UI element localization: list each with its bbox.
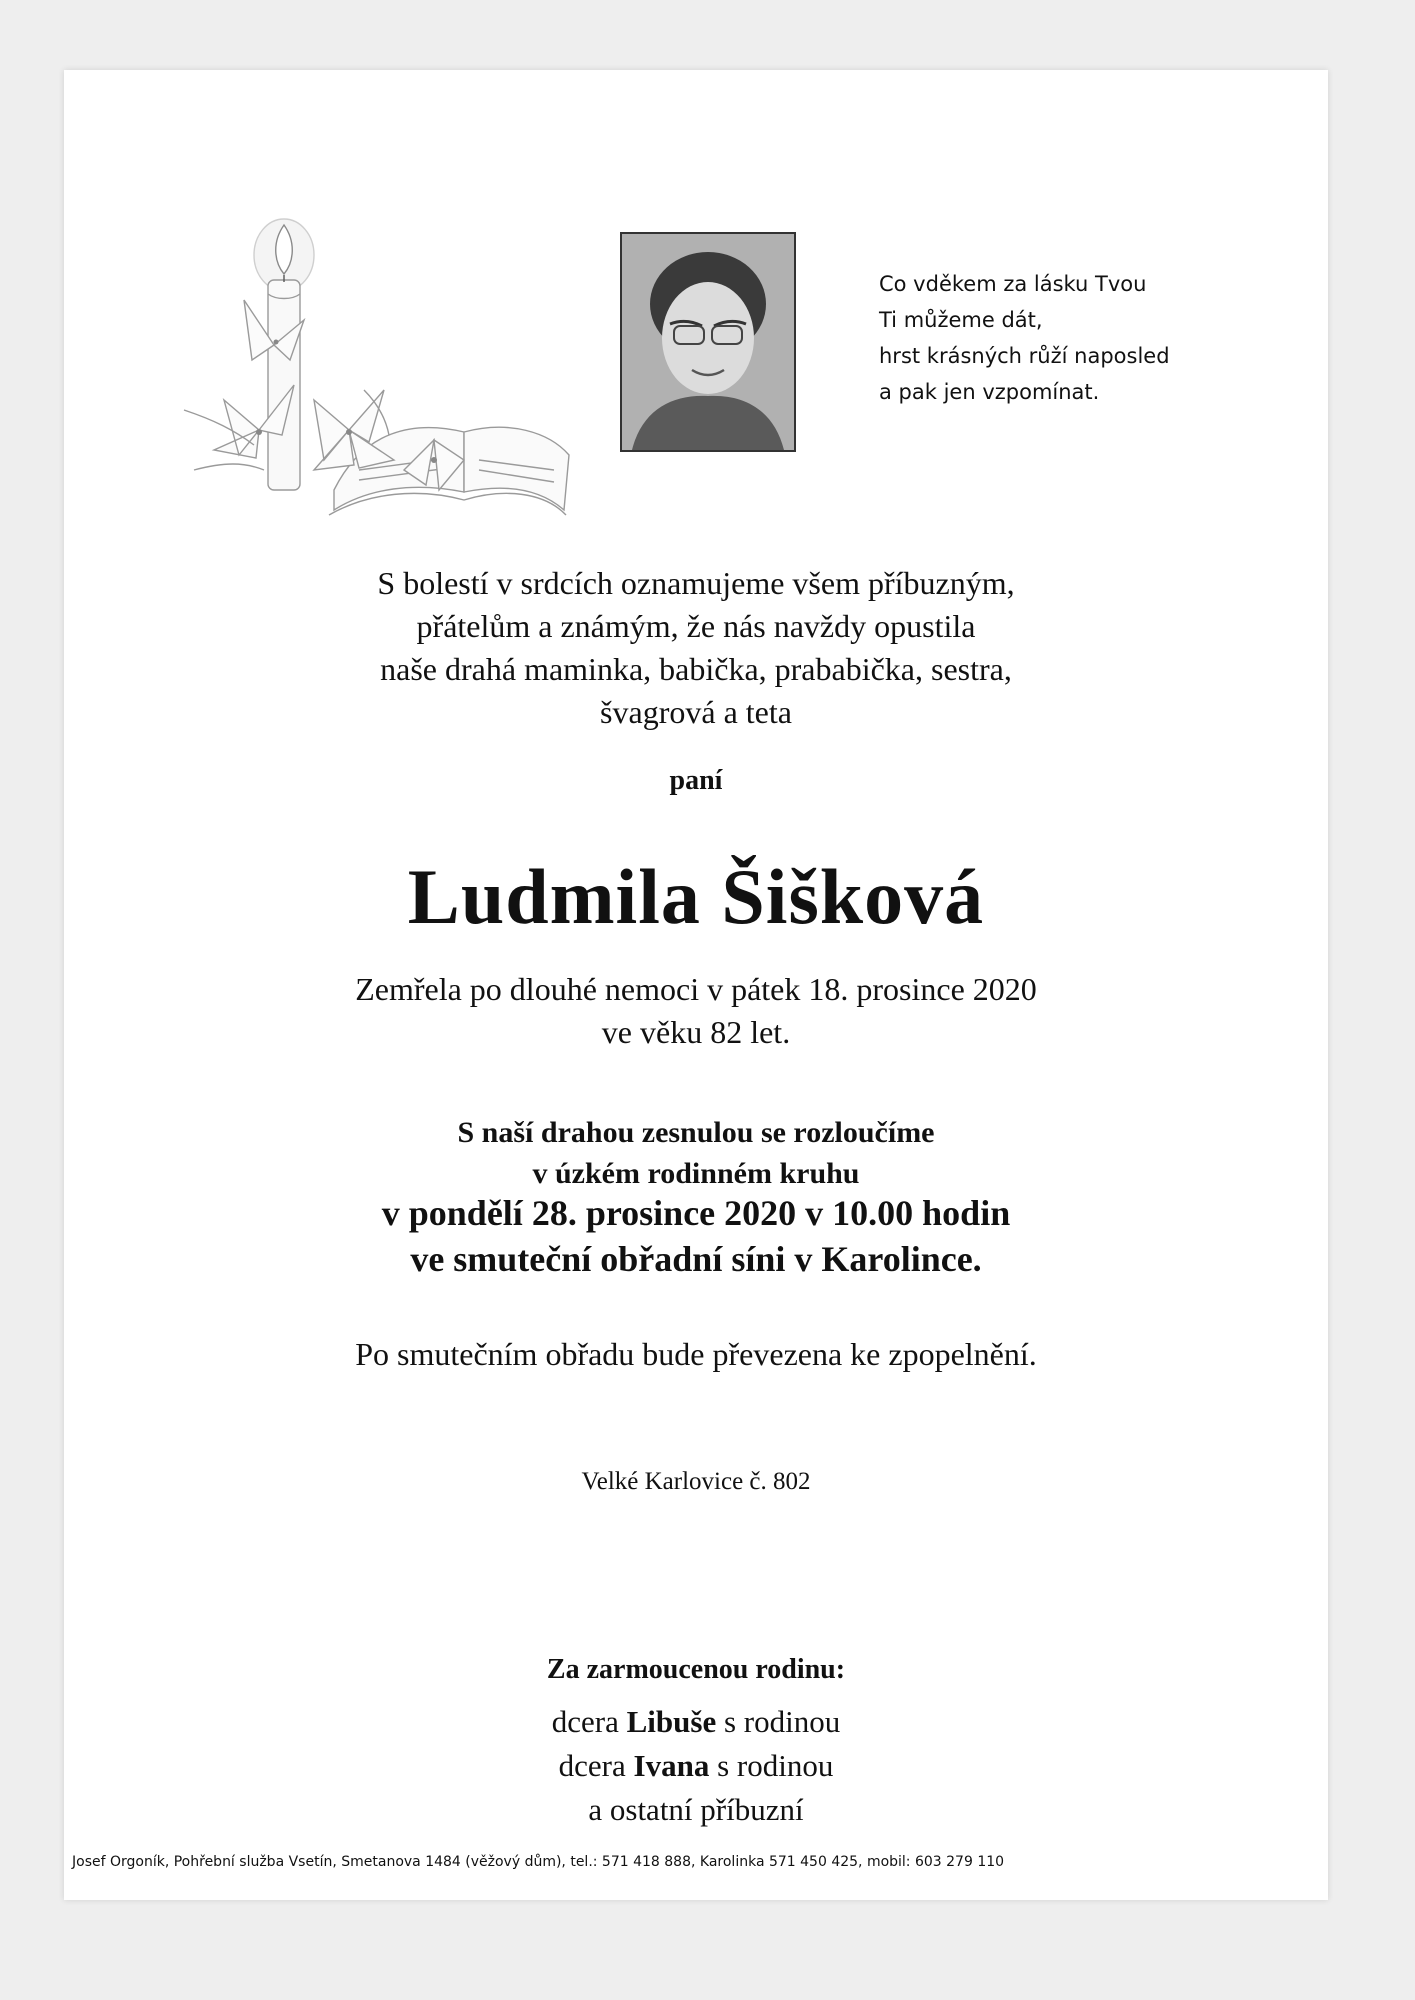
poem-line: a pak jen vzpomínat. <box>879 380 1100 404</box>
portrait-photo <box>620 232 796 452</box>
family-line <box>64 1788 1328 1832</box>
family-member-name: Libuše <box>626 1704 717 1739</box>
address: Velké Karlovice č. 802 <box>581 1468 811 1495</box>
ceremony-details <box>64 1190 1328 1282</box>
portrait-icon <box>622 234 794 450</box>
honorific: paní <box>669 765 723 796</box>
announcement-line: švagrová a teta <box>600 694 792 730</box>
candle-lilies-book-icon <box>164 170 584 540</box>
deceased-name: Ludmila Šišková <box>407 853 985 940</box>
poem <box>879 266 1170 410</box>
family-suffix: s rodinou <box>716 1704 841 1739</box>
farewell-line: S naší drahou zesnulou se rozloučíme <box>457 1116 935 1149</box>
farewell-intro <box>64 1112 1328 1194</box>
family-suffix: s rodinou <box>709 1748 834 1783</box>
family-member-name: Ivana <box>633 1748 710 1783</box>
family-line <box>64 1744 1328 1788</box>
family-relation: a ostatní příbuzní <box>588 1792 804 1827</box>
funeral-service-footer: Josef Orgoník, Pohřební služba Vsetín, Smetanova 1484 (věžový dům), tel.: 571 418 888, Karolinka 571 450 425, mobil: 603 279 110 <box>72 1854 1005 1870</box>
family-relation: dcera <box>551 1704 627 1739</box>
family-relation: dcera <box>558 1748 634 1783</box>
farewell-line: v úzkém rodinném kruhu <box>532 1157 860 1190</box>
ceremony-line: ve smuteční obřadní síni v Karolince. <box>410 1239 982 1279</box>
death-line: ve věku 82 let. <box>601 1014 791 1050</box>
poem-line: Co vděkem za lásku Tvou <box>879 272 1147 296</box>
announcement-text <box>64 562 1328 734</box>
family-heading: Za zarmoucenou rodinu: <box>546 1654 846 1685</box>
ceremony-line: v pondělí 28. prosince 2020 v 10.00 hodin <box>381 1193 1011 1233</box>
announcement-line: S bolestí v srdcích oznamujeme všem příbuzným, <box>377 565 1015 601</box>
death-line: Zemřela po dlouhé nemoci v pátek 18. prosince 2020 <box>355 971 1037 1007</box>
family-list <box>64 1700 1328 1832</box>
poem-line: Ti můžeme dát, <box>879 308 1043 332</box>
announcement-line: přátelům a známým, že nás navždy opustila <box>416 608 976 644</box>
death-info <box>64 968 1328 1054</box>
obituary-sheet <box>64 70 1328 1900</box>
poem-line: hrst krásných růží naposled <box>879 344 1170 368</box>
cremation-note: Po smutečním obřadu bude převezena ke zpopelnění. <box>355 1336 1037 1372</box>
family-line <box>64 1700 1328 1744</box>
announcement-line: naše drahá maminka, babička, prababička, sestra, <box>380 651 1012 687</box>
